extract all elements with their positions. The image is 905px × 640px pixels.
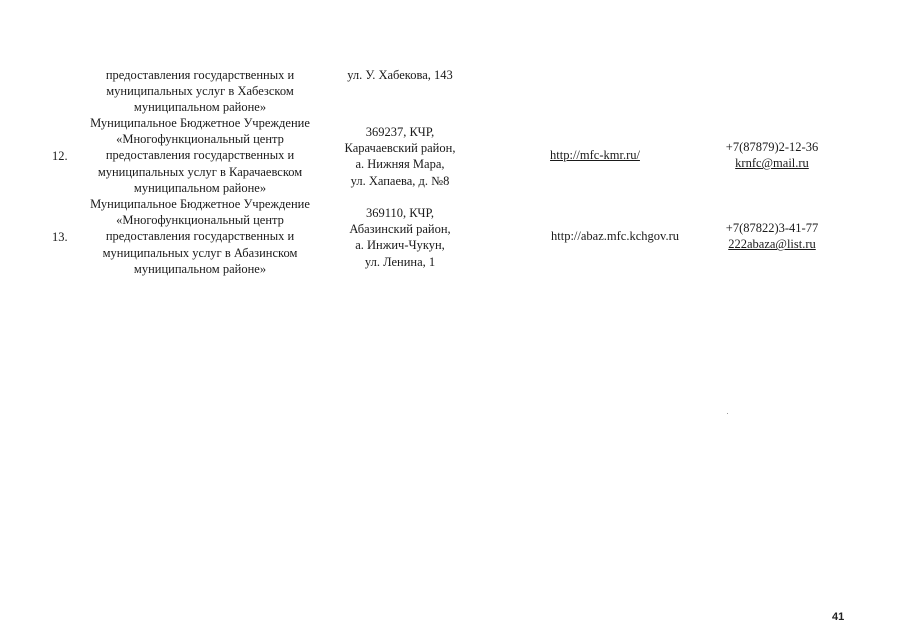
row-12-phone: +7(87879)2-12-36 (725, 140, 819, 154)
row-13-address: 369110, КЧР, Абазинский район, а. Инжич-Чукун, ул. Ленина, 1 (349, 206, 451, 269)
row-12-email-link[interactable]: krnfc@mail.ru (735, 156, 809, 171)
row-13-name: Муниципальное Бюджетное Учреждение «Многофункциональный центр предоставления государственных и муниципальных услуг в Абазинском муниципальном районе» (90, 197, 310, 276)
row-12-website-link[interactable]: http://mfc-kmr.ru/ (550, 148, 640, 162)
scan-speck (727, 413, 728, 414)
row-12-number: 12. (52, 149, 68, 163)
row-0-name: предоставления государственных и муниципальных услуг в Хабезском муниципальном районе» (105, 68, 295, 115)
row-12-name: Муниципальное Бюджетное Учреждение «Многофункциональный центр предоставления государственных и муниципальных услуг в Карачаевском муниципальном районе» (90, 116, 310, 195)
row-13-email-link[interactable]: 222abaza@list.ru (728, 237, 816, 252)
row-0-address: ул. У. Хабекова, 143 (347, 68, 453, 82)
row-13-contacts (712, 220, 832, 252)
row-12-address: 369237, КЧР, Карачаевский район, а. Нижняя Мара, ул. Хапаева, д. №8 (344, 125, 456, 188)
page-number: 41 (832, 611, 845, 623)
row-13-phone: +7(87822)3-41-77 (725, 221, 819, 235)
row-13-website[interactable]: http://abaz.mfc.kchgov.ru (551, 229, 679, 243)
row-12-contacts (712, 139, 832, 171)
row-13-number: 13. (52, 230, 68, 244)
